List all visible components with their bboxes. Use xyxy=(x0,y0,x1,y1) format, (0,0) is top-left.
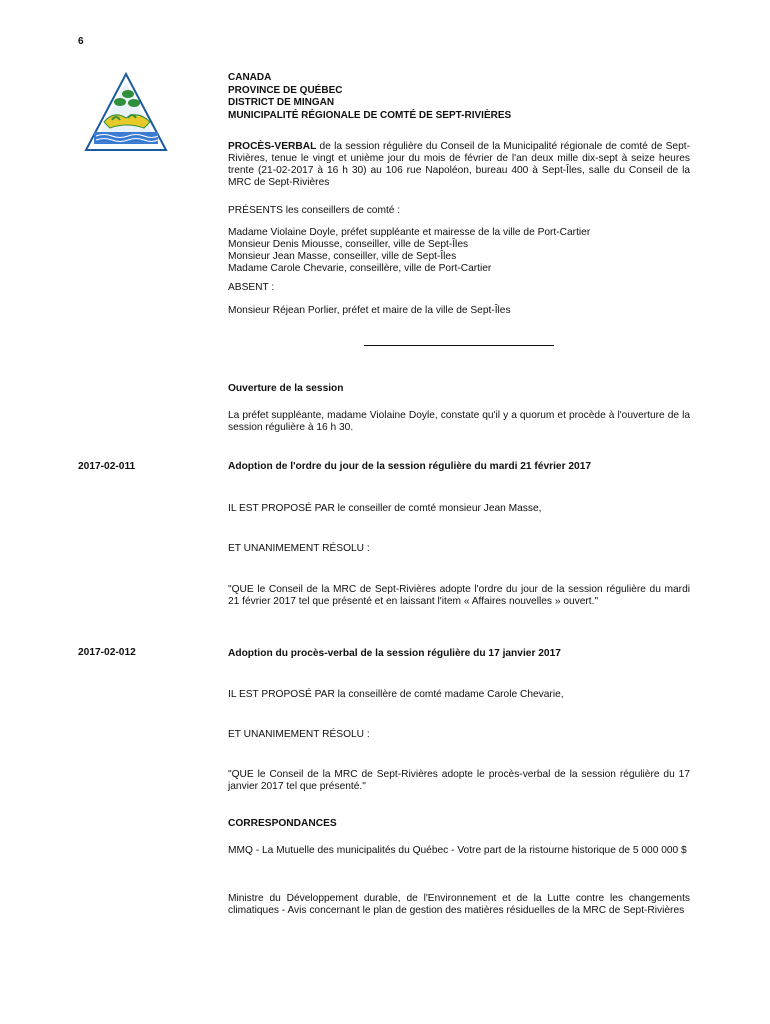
opening-title: Ouverture de la session xyxy=(228,383,344,394)
resolution-text: "QUE le Conseil de la MRC de Sept-Rivières adopte l'ordre du jour de la session régulière du mardi 21 février 2017 tel que présenté et en laissant l'item « Affaires nouvelles » ouvert." xyxy=(228,584,690,607)
present-member: Madame Carole Chevarie, conseillère, ville de Port-Cartier xyxy=(228,263,492,274)
separator-line xyxy=(364,345,554,346)
mrc-logo xyxy=(84,72,168,152)
intro-lead: PROCÈS-VERBAL xyxy=(228,141,317,152)
intro-text: de la session régulière du Conseil de la Municipalité régionale de comté de Sept-Rivières, tenue le vingt et unième jour du mois de février de l'an deux mille dix-sept à seize heures trente (21-02-2017 à 16 h 30) au 106 rue Napoléon, bureau 400 à Sept-Îles, salle du Conseil de la MRC de Sept-Rivières xyxy=(228,141,690,188)
present-member: Monsieur Jean Masse, conseiller, ville de Sept-Îles xyxy=(228,251,457,262)
header-municipality: MUNICIPALITÉ RÉGIONALE DE COMTÉ DE SEPT-RIVIÈRES xyxy=(228,109,512,121)
correspondance-title: CORRESPONDANCES xyxy=(228,818,337,829)
intro-paragraph xyxy=(228,141,690,189)
header-district: DISTRICT DE MINGAN xyxy=(228,97,335,109)
correspondance-item: Ministre du Développement durable, de l'Environnement et de la Lutte contre les changements climatiques - Avis concernant le plan de gestion des matières résiduelles de la MRC de Sept-Rivières xyxy=(228,893,690,916)
correspondance-item: MMQ - La Mutuelle des municipalités du Québec - Votre part de la ristourne historique de 5 000 000 $ xyxy=(228,845,687,856)
absent-member: Monsieur Réjean Porlier, préfet et maire de la ville de Sept-Îles xyxy=(228,305,511,316)
document-header xyxy=(228,72,690,122)
resolution-resolved: ET UNANIMEMENT RÉSOLU : xyxy=(228,543,370,554)
resolution-proposed: IL EST PROPOSÉ PAR la conseillère de comté madame Carole Chevarie, xyxy=(228,689,564,700)
resolution-title: Adoption de l'ordre du jour de la session régulière du mardi 21 février 2017 xyxy=(228,461,592,472)
present-member: Monsieur Denis Miousse, conseiller, ville de Sept-Îles xyxy=(228,239,469,250)
resolution-title: Adoption du procès-verbal de la session régulière du 17 janvier 2017 xyxy=(228,648,561,659)
present-member: Madame Violaine Doyle, préfet suppléante et mairesse de la ville de Port-Cartier xyxy=(228,227,591,238)
resolution-number: 2017-02-012 xyxy=(78,647,136,658)
presents-list xyxy=(228,227,690,275)
absent-label: ABSENT : xyxy=(228,282,275,293)
resolution-text: "QUE le Conseil de la MRC de Sept-Rivières adopte le procès-verbal de la session régulière du 17 janvier 2017 tel que présenté." xyxy=(228,769,690,792)
header-country: CANADA xyxy=(228,72,272,83)
page-number: 6 xyxy=(78,36,84,47)
opening-text: La préfet suppléante, madame Violaine Doyle, constate qu'il y a quorum et procède à l'ouverture de la session régulière à 16 h 30. xyxy=(228,410,690,433)
resolution-proposed: IL EST PROPOSÉ PAR le conseiller de comté monsieur Jean Masse, xyxy=(228,503,542,514)
resolution-resolved: ET UNANIMEMENT RÉSOLU : xyxy=(228,729,370,740)
presents-label: PRÉSENTS les conseillers de comté : xyxy=(228,205,401,216)
resolution-number: 2017-02-011 xyxy=(78,461,136,472)
header-province: PROVINCE DE QUÉBEC xyxy=(228,84,343,96)
